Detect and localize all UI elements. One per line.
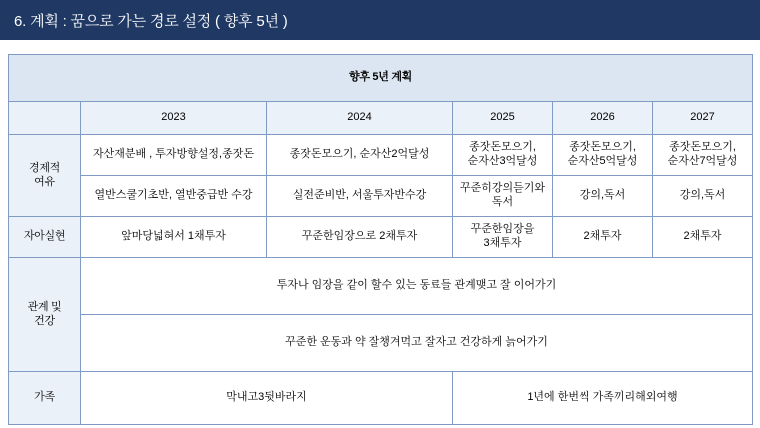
plan-table-wrapper: [8, 54, 752, 425]
cell-self-2026: 2채투자: [553, 217, 653, 258]
year-header-2027: 2027: [653, 102, 753, 135]
table-row: [9, 135, 753, 176]
table-year-header-row: [9, 102, 753, 135]
row-label-family: 가족: [9, 372, 81, 425]
year-header-2024: 2024: [267, 102, 453, 135]
cell-economy-2024-line2: 실전준비반, 서울투자반수강: [267, 176, 453, 217]
row-label-self: 자아실현: [9, 217, 81, 258]
plan-table: [8, 54, 753, 425]
table-row: [9, 258, 753, 315]
year-header-2023: 2023: [81, 102, 267, 135]
table-row: [9, 217, 753, 258]
cell-family-right: 1년에 한번씩 가족끼리해외여행: [453, 372, 753, 425]
cell-relation-line2: 꾸준한 운동과 약 잘챙겨먹고 잘자고 건강하게 늙어가기: [81, 315, 753, 372]
cell-economy-2025-line2: 꾸준히강의듣기와 독서: [453, 176, 553, 217]
cell-economy-2026-line2: 강의,독서: [553, 176, 653, 217]
cell-economy-2027-line2: 강의,독서: [653, 176, 753, 217]
cell-self-2024: 꾸준한임장으로 2채투자: [267, 217, 453, 258]
year-header-2026: 2026: [553, 102, 653, 135]
cell-family-left: 막내고3뒷바라지: [81, 372, 453, 425]
row-label-relation: 관계 및 건강: [9, 258, 81, 372]
cell-economy-2027-line1: 종잣돈모으기,순자산7억달성: [653, 135, 753, 176]
table-title-row: [9, 55, 753, 102]
table-row: [9, 315, 753, 372]
cell-relation-line1: 투자나 임장을 같이 할수 있는 동료들 관계맺고 잘 이어가기: [81, 258, 753, 315]
table-title: 향후 5년 계획: [9, 55, 753, 102]
row-label-economy: 경제적 여유: [9, 135, 81, 217]
cell-economy-2025-line1: 종잣돈모으기,순자산3억달성: [453, 135, 553, 176]
year-header-blank: [9, 102, 81, 135]
cell-self-2027: 2채투자: [653, 217, 753, 258]
page-title: 6. 계획 : 꿈으로 가는 경로 설정 ( 향후 5년 ): [14, 12, 288, 30]
year-header-2025: 2025: [453, 102, 553, 135]
cell-self-2023: 앞마당넓혀서 1채투자: [81, 217, 267, 258]
cell-economy-2026-line1: 종잣돈모으기,순자산5억달성: [553, 135, 653, 176]
slide-header-bar: [0, 0, 760, 40]
cell-self-2025: 꾸준한임장을 3채투자: [453, 217, 553, 258]
cell-economy-2023-line1: 자산재분배 , 투자방향설정,종잣돈: [81, 135, 267, 176]
cell-economy-2024-line1: 종잣돈모으기, 순자산2억달성: [267, 135, 453, 176]
table-row: [9, 372, 753, 425]
cell-economy-2023-line2: 열반스쿨기초반, 열반중급반 수강: [81, 176, 267, 217]
table-row: [9, 176, 753, 217]
